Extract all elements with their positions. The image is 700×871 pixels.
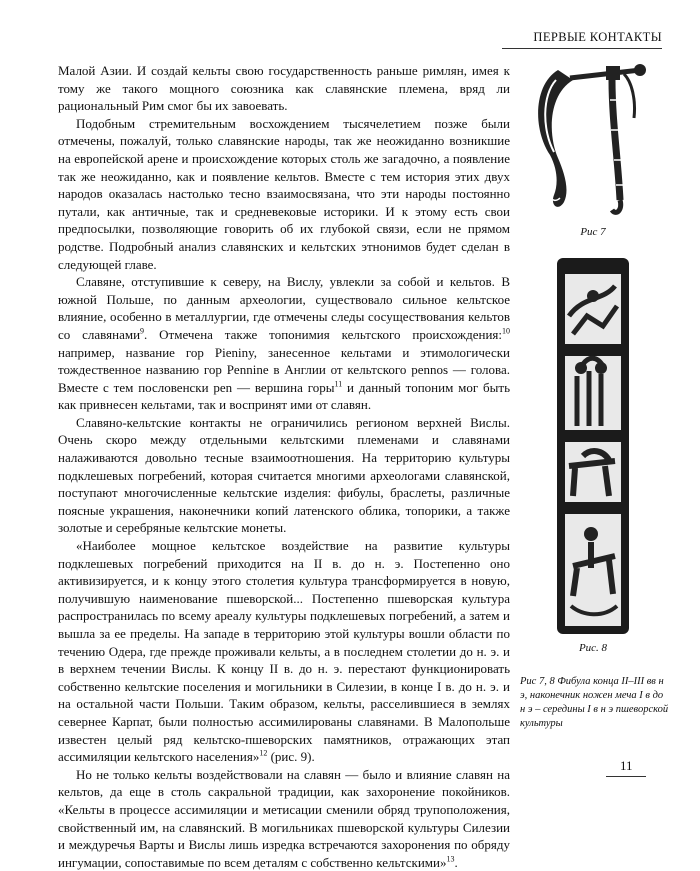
- page-number: 11: [620, 758, 633, 773]
- footnote-ref: 10: [502, 326, 510, 336]
- fibula-illustration: [528, 60, 658, 220]
- figure-7-label: Рис 7: [580, 226, 606, 238]
- paragraph: Малой Азии. И создай кельты свою государственность раньше римлян, имея к тому же такого мощного союзника как славянские племена, вряд ли рациональный Рим смог бы их завоевать.: [58, 63, 510, 114]
- footnote-ref: 11: [334, 379, 343, 389]
- running-header: ПЕРВЫЕ КОНТАКТЫ: [533, 30, 662, 44]
- figure-column: [522, 60, 664, 654]
- scabbard-illustration: [543, 256, 643, 636]
- main-text-column: [58, 62, 510, 871]
- figure-caption: Рис 7, 8 Фибула конца II–III вв н э, наконечник ножен меча I в до н э – середины I в н э пшеворской культуры: [520, 676, 669, 729]
- paragraph: Славяно-кельтские контакты не ограничились регионом верхней Вислы. Очень скоро между отдельными кельтскими племенами и славянами налаживаются довольно тесные взаимоотношения. На территорию культуры подклешевых погребений, которая считается многими археологами славянской, поступают многочисленные кельтские изделия: фибулы, браслеты, различные поясные украшения, наконечники копий латенского облика, топорики, а также золотые и серебряные кельтские монеты.: [58, 414, 510, 536]
- figure-8-label: Рис. 8: [578, 642, 608, 654]
- paragraph: Славяне, отступившие к северу, на Вислу, увлекли за собой и кельтов. В южной Польше, по данным археологии, существовало сильное кельтское влияние, особенно в металлургии, где отмечены следы сосуществования кельтов со славянами$^9$. Отмечена также топонимия кельтского происхождения:$^{10}$ например, название гор Pieniny, занесенное кельтами и этимологически тождественное названию гор Pennine в Англии от кельтского pennos — голова. Вместе с тем пословенски pen — вершина горы$^{11}$ и данный топоним мог быть как привнесен кельтами, так и воспринят ими от славян.: [58, 274, 510, 413]
- paragraph: Но не только кельты воздействовали на славян — было и влияние славян на кельтов, да еще в столь сакральной традиции, как захоронение покойников. «Кельты в процессе ассимиляции и метисации сменили обряд трупоположения, свойственный им, на славянский. В могильниках пшеворской культуры Силезии и междуречья Варты и Вислы лишь изредка встречаются захоронения по обряду ингумации, сопоставимые по всем деталям с собственно кельтскими»$^{13}$.: [58, 766, 510, 870]
- header-rule: [502, 48, 662, 49]
- footnote-ref: 13: [446, 854, 455, 864]
- paragraph: Подобным стремительным восхождением тысячелетием позже были отмечены, пожалуй, только славянские народы, так же неожиданно возникшие на европейской арене и происхождение которых столь же загадочно, а появление так же неожиданно, как и появление кельтов. Вместе с тем история этих двух народов оказалась настолько тесно взаимосвязана, что эти народы постоянно путали, как античные, так и средневековые историки. И к этому есть свои предпосылки, позволяющие говорить об их глубокой связи, если не прямом родстве. Подробный анализ славянских и кельтских этнонимов будет сделан в следующей главе.: [58, 115, 510, 272]
- footnote-ref: 9: [140, 326, 145, 336]
- page-number-rule: [606, 776, 646, 777]
- quote-paragraph: «Наиболее мощное кельтское воздействие на развитие культуры подклешевых погребений приходится на II в. до н. э. Постепенно оно активизируется, и к концу этого столетия культура трансформируется в новую, получившую наименование пшеворской... Постепенно пшеворская культура распространилась по всему ареалу культуры подклешевых погребений, а затем и вышла за ее пределы. На западе в территорию этой культуры вошли области по течению Одера, где прежде проживали кельты, а в последнем столетии до н. э. и в верхнем течении Вислы. К концу II в. до н. э. перестают функционировать собственно кельтские поселения и могильники в Силезии, в конце I в. до н. э. и на остальной части Польши. Таким образом, кельты, расселившиеся в землях севернее Карпат, были полностью ассимилированы славянами. В Малопольше известен целый ряд кельтско-пшеворских памятников, отражающих этап ассимиляции кельтского населения»$^{12}$ (рис. 9).: [58, 538, 510, 765]
- footnote-ref: 12: [259, 748, 268, 758]
